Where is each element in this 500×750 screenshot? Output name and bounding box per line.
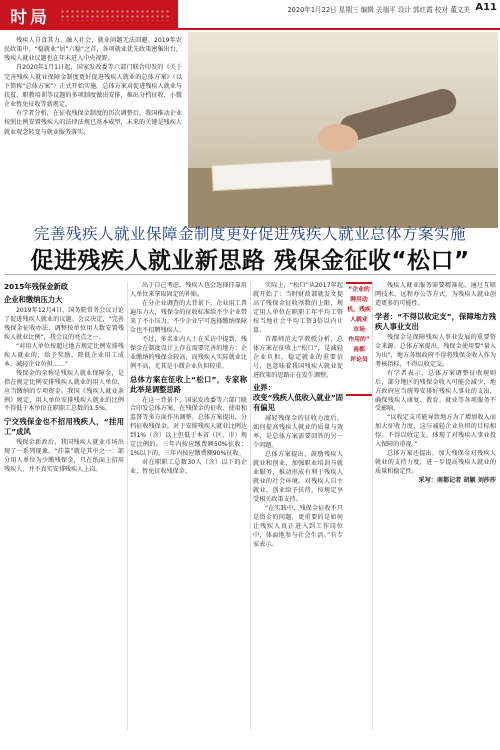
banner-dot-pattern [60, 9, 170, 21]
article-paragraph: “对用人单位按超过地方规定比例安排残疾人就业的，给予奖励，降低企业用工成本，减轻企业负担……” [4, 342, 124, 368]
section-title: 时局 [10, 8, 50, 28]
sub-headline: 完善残疾人就业保障金制度更好促进残疾人就业总体方案实施 [33, 225, 466, 243]
article-paragraph: 对在职职工总数30人（含）以下的企业，暂免征收残保金。 [130, 459, 247, 476]
pull-quote-line: 南都 [353, 347, 365, 353]
section-heading-line: 2015年残保金新政 [4, 282, 69, 291]
article-paragraph: 总体方案还提出，加大残保金对残疾人就业的支持力度，进一步提高残疾人就业的质量和稳定性。 [375, 450, 496, 476]
article-paragraph: 首都师范大学教授分析，总体方案在征收上“松口”，是减轻企业负担、稳定就业的重要信号，也意味着我国残疾人就业促进政策的思路正在发生调整。 [253, 335, 343, 379]
article-paragraph: 不过，多名业内人士在采访中提到，残保金在制度设计上存在需要完善的地方：企业缴纳的残保金较高，而残疾人实际就业比例不高，尤其是小微企业负担较重。 [130, 335, 247, 370]
pull-quote-line: 机，残疾 [347, 307, 371, 313]
lead-paragraph: 残疾人自食其力、融入社会，就业问题无法回避。2019年农民政策中，“稳就业”居“六稳”之首，各项就业优先政策密集出台，残疾人就业议题也在年末进入中央视野。 [4, 37, 182, 63]
byline: 采写：南都记者 胡颖 刘莎莎 [418, 477, 496, 485]
lead-paragraph: 自2020年1月1日起，国家发改委等六部门联合印发的《关于完善残疾人就业保障金制度更好促进残疾人就业的总体方案》（以下简称“总体方案”）正式开始实施。总体方案对促进残疾人就业与扶贫、职教培训等议题的多项制度做出安排，推出分档征收、小微企业暂免征收等新规定。 [4, 64, 182, 109]
article-paragraph: 在这一背景下，国家发改委等六部门联合印发总体方案，在残保金的征收、使用和监督等多方面作出调整。总体方案提出，分档征收残保金，对于安排残疾人就业比例达到1%（含）以上但低于本省（区、市）规定比例的，三年内按应缴费额50%征收；1%以下的，三年内按应缴费额90%征收。 [130, 396, 247, 458]
pull-quote [346, 282, 372, 396]
article-paragraph: 残保金新政后，我国残疾人就业市场出现了一系列现象。“挂靠”就是其中之一：部分用人单位为少缴残保金，只在纸面上招用残疾人，并不真实安排残疾人上岗。 [4, 439, 124, 474]
article-column-2 [130, 282, 247, 730]
article-column-4 [375, 282, 496, 730]
masthead [0, 0, 500, 30]
article-paragraph: 残保金是保障残疾人事业发展的重要资金来源。总体方案提出，残保金使用要“量入为出”，地方各级政府不得将残保金收入作为考核指标，不得以收定支。 [375, 333, 496, 368]
page-number: A11 [475, 2, 497, 13]
issue-info: 2020年1月22日 星期三 编辑 关端平 设计 郭红霞 校对 董文美 [287, 6, 470, 14]
section-banner [0, 0, 178, 30]
section-heading-line: 企业和缴纳压力大 [4, 295, 63, 304]
article-paragraph: 残保金的全称是残疾人就业保障金，是指在规定比例安排残疾人就业的用人单位，应当缴纳的专项资金。我国《残疾人就业条例》规定，用人单位安排残疾人就业的比例不得低于本单位在职职工总数的1.5%。 [4, 369, 124, 413]
pull-quote-line: 聘用动 [350, 297, 368, 303]
article-paragraph: “以收定支可能导致地方为了增加收入而加大征收力度，这与减轻企业负担的目标相悖。不得以收定支，体现了对残疾人事业投入保障的重视。” [375, 414, 496, 449]
lead-paragraph: 有学者分析，在征收残保金制度的历次调整后，我国推动企业按照比例安置残疾人的法律法规已基本成型，未来的关键是残疾人就业观念转变与就业服务落实。 [4, 110, 182, 136]
news-photo [188, 32, 498, 228]
article-paragraph: “在实践中，残保金征收不只是资金的问题，更重要的是如何让残疾人真正进入到工作岗位中，体面地参与社会生活。”有专家表示。 [253, 505, 343, 548]
section-heading: 业界： 改变“残疾人低收入就业”固有偏见 [253, 383, 343, 413]
article-paragraph: 有学者表示，总体方案调整征收规则后，部分地区的残保金收入可能会减少，地方政府应当统筹安排好残疾人事业的支出，确保残疾人康复、教育、就业等各项服务不受影响。 [375, 369, 496, 413]
section-heading: 总体方案在征收上“松口”，专家称此举是调整思路 [130, 374, 247, 394]
photo-hand [318, 124, 358, 152]
section-heading: 宁交残保金也不招用残疾人，“挂用工”成风 [4, 417, 124, 437]
article-column-3 [253, 282, 343, 730]
column-divider [127, 282, 128, 730]
article-paragraph: 在分企业调查的大背景下，企业用工普遍压力大，残保金的征收标准给不少企业带来了不小压力，不少企业宁可选择缴纳保障金也不招聘残疾人。 [130, 299, 247, 334]
pull-quote-line: 作用的” [348, 337, 370, 343]
column-divider [372, 282, 373, 730]
article-paragraph: 总体方案提出，鼓励残疾人就业和创业，加强职业培训与就业服务，推动形成有利于残疾人就业的社会环境。对残疾人自主就业、创业给予扶持，按规定享受相关政策支持。 [253, 451, 343, 504]
section-heading: 学者：“不得以收定支”，保障地方残疾人事业支出 [375, 311, 496, 331]
article-paragraph: 2019年12月4日，国务院常务会议讨论了促进残疾人就业的议题。会议决定，“完善残保金征收办法，调整按单位用人数安置残疾人就业比例”，我会议的亮点之一。 [4, 307, 124, 341]
column-divider [250, 282, 251, 730]
pull-quote-line: 市场 [353, 327, 365, 333]
headline-divider [4, 274, 496, 275]
pull-quote-line: 评论员 [350, 357, 368, 363]
article-paragraph: 出于自己考虑，残疾人也会选择挂靠用人单位来拿取固定的补贴。 [130, 282, 247, 298]
article-paragraph: 减轻残保金的征收力度后，如何提高残疾人就业的质量与效率，是总体方案需要回答的另一个问题。 [253, 415, 343, 450]
article-paragraph: 残疾人就业服务需要精准化，通过互联网技术、远程办公等方式，为残疾人就业创造更多的可能性。 [375, 282, 496, 307]
pull-quote-line: “企业的 [348, 287, 370, 293]
pull-quote-line: 人就业 [350, 317, 368, 323]
main-headline: 促进残疾人就业新思路 残保金征收“松口” [30, 248, 470, 274]
article-paragraph: 实际上，“松口”从2017年起就开始了：当时财政部就发文提高了残保金征收基数的上限，规定用人单位在职职工年平均工资按当地社会平均工资3倍以内计算。 [253, 282, 343, 334]
article-column-1 [4, 282, 124, 730]
section-heading [4, 282, 124, 292]
lead-summary [4, 36, 182, 236]
